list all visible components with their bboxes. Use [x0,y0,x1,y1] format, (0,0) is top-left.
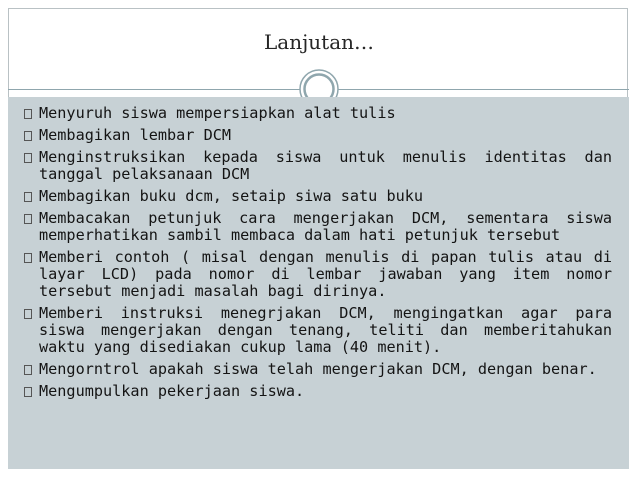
content-area [8,97,629,469]
square-bullet-icon [24,387,32,397]
square-bullet-icon [24,365,32,375]
bullet-text: Membacakan petunjuk cara mengerjakan DCM, sementara siswa memperhatikan sambil membaca dalam hati petunjuk tersebut [39,209,612,244]
bullet-item [23,361,612,378]
bullet-text: Membagikan lembar DCM [39,126,232,144]
bullet-item [23,305,612,356]
square-bullet-icon [24,192,32,202]
bullet-text: Memberi instruksi menegrjakan DCM, mengingatkan agar para siswa mengerjakan dengan tenang, teliti dan memberitahukan waktu yang disediakan cukup lama (40 menit). [39,304,612,356]
bullet-text: Mengumpulkan pekerjaan siswa. [39,382,305,400]
bullet-item [23,383,612,400]
bullet-item [23,105,612,122]
square-bullet-icon [24,131,32,141]
bullet-text: Membagikan buku dcm, setaip siwa satu buku [39,187,424,205]
bullet-text: Mengorntrol apakah siswa telah mengerjakan DCM, dengan benar. [39,360,597,378]
slide-title: Lanjutan… [263,30,374,54]
bullet-list [8,97,629,400]
square-bullet-icon [24,309,32,319]
bullet-item [23,188,612,205]
square-bullet-icon [24,109,32,119]
bullet-text: Menyuruh siswa mempersiapkan alat tulis [39,104,396,122]
bullet-item [23,210,612,244]
square-bullet-icon [24,214,32,224]
bullet-item [23,149,612,183]
square-bullet-icon [24,153,32,163]
bullet-item [23,127,612,144]
bullet-text: Memberi contoh ( misal dengan menulis di papan tulis atau di layar LCD) pada nomor di lembar jawaban yang item nomor tersebut menjadi masalah bagi dirinya. [39,248,612,300]
square-bullet-icon [24,253,32,263]
bullet-text: Menginstruksikan kepada siswa untuk menulis identitas dan tanggal pelaksanaan DCM [39,148,612,183]
bullet-item [23,249,612,300]
